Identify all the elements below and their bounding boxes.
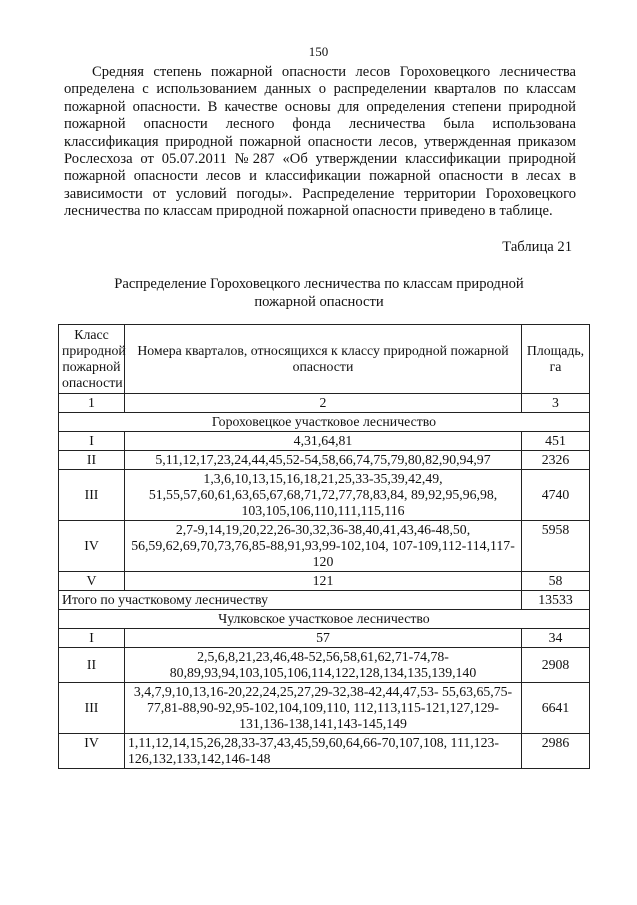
table-caption xyxy=(64,275,574,311)
quarters-cell: 2,5,6,8,21,23,46,48-52,56,58,61,62,71-74,78- 80,89,93,94,103,105,106,114,122,128,134,135,139,140 xyxy=(125,648,522,683)
col-number-2: 2 xyxy=(125,394,522,413)
area-cell: 34 xyxy=(522,629,590,648)
caption-line-2: пожарной опасности xyxy=(254,294,384,310)
total-row xyxy=(59,591,590,610)
quarters-cell: 2,7-9,14,19,20,22,26-30,32,36-38,40,41,43,46-48,50, 56,59,62,69,70,73,76,85-88,91,93,99-102,104, 107-109,112-114,117-120 xyxy=(125,521,522,572)
quarters-cell: 1,11,12,14,15,26,28,33-37,43,45,59,60,64,66-70,107,108, 111,123-126,132,133,142,146-148 xyxy=(125,734,522,769)
quarters-cell: 5,11,12,17,23,24,44,45,52-54,58,66,74,75,79,80,82,90,94,97 xyxy=(125,451,522,470)
class-cell: I xyxy=(59,432,125,451)
class-cell: I xyxy=(59,629,125,648)
intro-paragraph: Средняя степень пожарной опасности лесов Гороховецкого лесничества определена с использованием данных о распределении кварталов по классам пожарной опасности. В качестве основы для определения степени природной пожарной опасности лесного фонда лесничества была использована классификация природной пожарной опасности лесов, утвержденная приказом Рослесхоза от 05.07.2011 №287 «Об утверждении классификации природной пожарной опасности лесов и классификации пожарной опасности в лесах в зависимости от условий погоды». Распределение территории Гороховецкого лесничества по классам природной пожарной опасности приведено в таблице. xyxy=(64,64,576,220)
table-row xyxy=(59,470,590,521)
section-title: Чулковское участковое лесничество xyxy=(59,610,590,629)
area-cell: 2908 xyxy=(522,648,590,683)
class-cell: II xyxy=(59,451,125,470)
class-cell: V xyxy=(59,572,125,591)
table-row xyxy=(59,572,590,591)
table-row xyxy=(59,648,590,683)
total-area: 13533 xyxy=(522,591,590,610)
table-row xyxy=(59,734,590,769)
fire-danger-table xyxy=(58,324,590,769)
caption-line-1: Распределение Гороховецкого лесничества по классам природной xyxy=(114,276,524,292)
area-cell: 451 xyxy=(522,432,590,451)
area-cell: 4740 xyxy=(522,470,590,521)
quarters-cell: 121 xyxy=(125,572,522,591)
area-cell: 2326 xyxy=(522,451,590,470)
page-number: 150 xyxy=(308,44,329,59)
class-cell: IV xyxy=(59,734,125,769)
area-cell: 5958 xyxy=(522,521,590,572)
table-row xyxy=(59,683,590,734)
header-quarters: Номера кварталов, относящихся к классу природной пожарной опасности xyxy=(125,325,522,394)
table-label: Таблица 21 xyxy=(502,239,572,255)
class-cell: II xyxy=(59,648,125,683)
section-header-row xyxy=(59,413,590,432)
header-class: Класс природной пожарной опасности xyxy=(59,325,125,394)
class-cell: IV xyxy=(59,521,125,572)
header-row xyxy=(59,325,590,394)
class-cell: III xyxy=(59,683,125,734)
area-cell: 58 xyxy=(522,572,590,591)
table-row xyxy=(59,521,590,572)
section-header-row xyxy=(59,610,590,629)
header-area: Площадь, га xyxy=(522,325,590,394)
total-label: Итого по участковому лесничеству xyxy=(59,591,522,610)
table-row xyxy=(59,451,590,470)
class-cell: III xyxy=(59,470,125,521)
column-number-row xyxy=(59,394,590,413)
col-number-1: 1 xyxy=(59,394,125,413)
table-row xyxy=(59,629,590,648)
quarters-cell: 4,31,64,81 xyxy=(125,432,522,451)
quarters-cell: 57 xyxy=(125,629,522,648)
col-number-3: 3 xyxy=(522,394,590,413)
section-title: Гороховецкое участковое лесничество xyxy=(59,413,590,432)
area-cell: 2986 xyxy=(522,734,590,769)
quarters-cell: 3,4,7,9,10,13,16-20,22,24,25,27,29-32,38-42,44,47,53- 55,63,65,75-77,81-88,90-92,95-102,104,109,110, 112,113,115-121,127,129-131,136-138,141,143-145,149 xyxy=(125,683,522,734)
area-cell: 6641 xyxy=(522,683,590,734)
table-row xyxy=(59,432,590,451)
quarters-cell: 1,3,6,10,13,15,16,18,21,25,33-35,39,42,49, 51,55,57,60,61,63,65,67,68,71,72,77,78,83,84, 89,92,95,96,98, 103,105,106,110,111,115,116 xyxy=(125,470,522,521)
